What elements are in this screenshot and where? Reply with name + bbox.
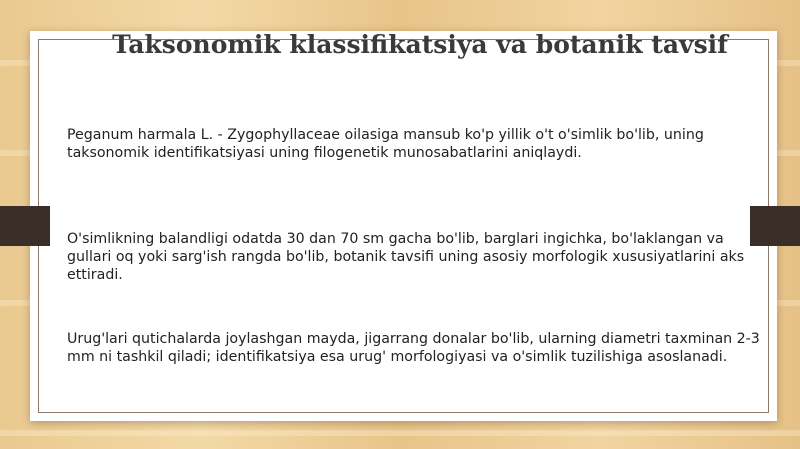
wood-grain <box>0 430 800 436</box>
slide-title: Taksonomik klassifikatsiya va botanik tavsif <box>112 30 728 59</box>
paragraph-taxonomy: Peganum harmala L. - Zygophyllaceae oilasiga mansub ko'p yillik o't o'simlik bo'lib, uning taksonomik identifikatsiyasi uning filogenetik munosabatlarini aniqlaydi. <box>67 127 704 161</box>
left-binder-tab <box>0 206 50 246</box>
paragraph-seeds: Urug'lari qutichalarda joylashgan mayda, jigarrang donalar bo'lib, ularning diametri taxminan 2-3 mm ni tashkil qiladi; identifikatsiya esa urug' morfologiyasi va o'simlik tuzilishiga asoslanadi. <box>67 331 760 365</box>
paragraph-morphology: O'simlikning balandligi odatda 30 dan 70 sm gacha bo'lib, barglari ingichka, bo'laklangan va gullari oq yoki sarg'ish rangda bo'lib, botanik tavsifi uning asosiy morfologik xususiyatlarini aks ettiradi. <box>67 231 745 283</box>
